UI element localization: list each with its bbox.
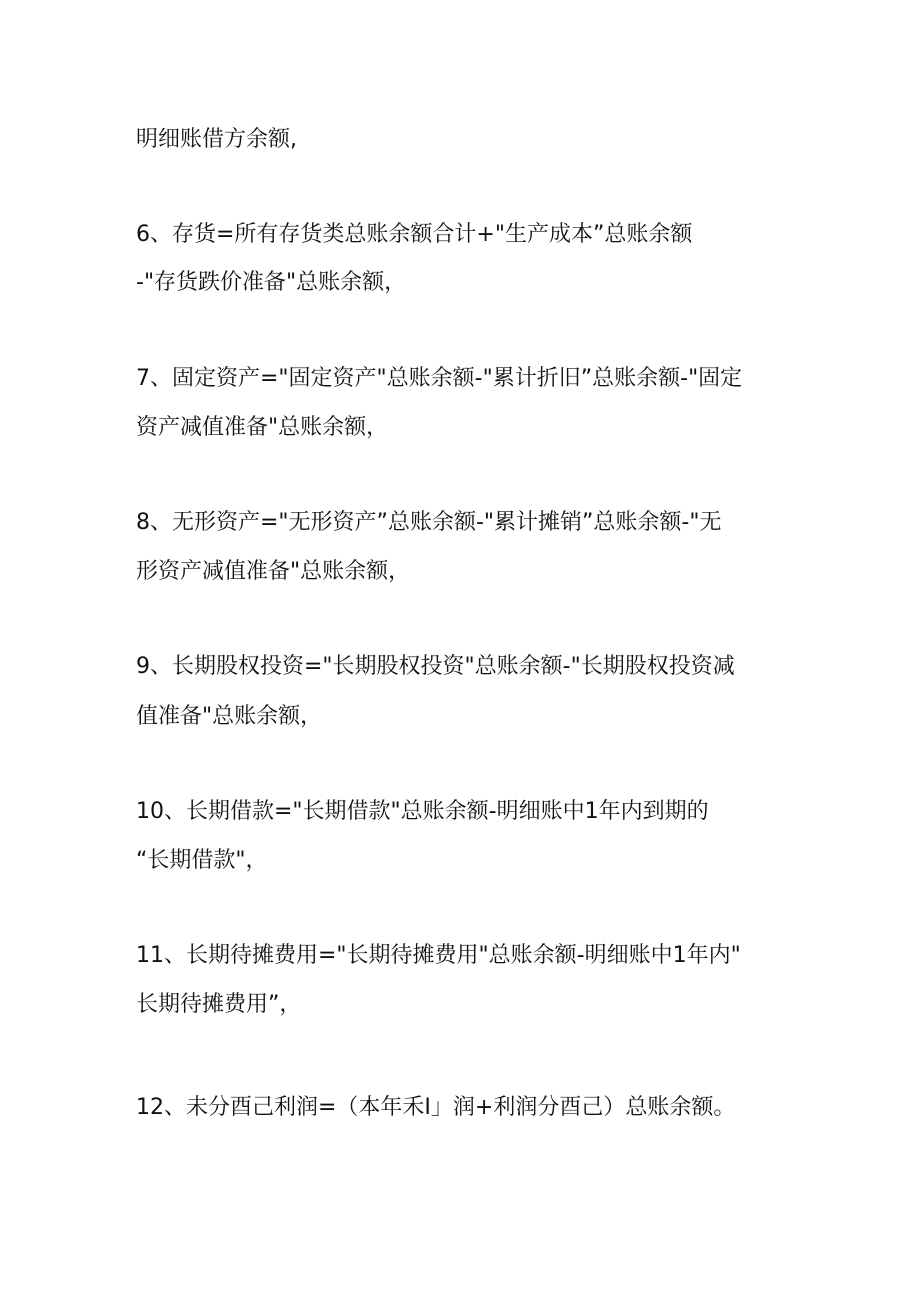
item-9-line-2: 值准备"总账余额，: [136, 704, 323, 729]
item-11-line-2: 长期待摊费用”，: [136, 992, 302, 1017]
item-8-line-2: 形资产减值准备"总账余额，: [136, 559, 411, 584]
item-7-line-1: 7、固定资产="固定资产"总账余额-"累计折旧”总账余额-"固定: [136, 366, 743, 391]
item-10-line-2: “长期借款"，: [136, 848, 268, 873]
item-6-line-2: -"存货跌价准备"总账余额，: [136, 270, 407, 295]
item-9-line-1: 9、长期股权投资="长期股权投资"总账余额-"长期股权投资减: [136, 654, 735, 679]
text-line-1: 明细账借方余额,: [136, 127, 297, 152]
item-8-line-1: 8、无形资产="无形资产”总账余额-"累计摊销”总账余额-"无: [136, 510, 722, 535]
item-12-line-1: 12、未分酉己利润=（本年禾I」润+利润分酉己）总账余额。: [136, 1095, 736, 1120]
item-7-line-2: 资产减值准备"总账余额，: [136, 415, 389, 440]
item-6-line-1: 6、存货=所有存货类总账余额合计+"生产成本”总账余额: [136, 222, 693, 247]
item-11-line-1: 11、长期待摊费用="长期待摊费用"总账余额-明细账中1年内": [136, 943, 741, 968]
item-10-line-1: 10、长期借款="长期借款"总账余额-明细账中1年内到期的: [136, 799, 709, 824]
